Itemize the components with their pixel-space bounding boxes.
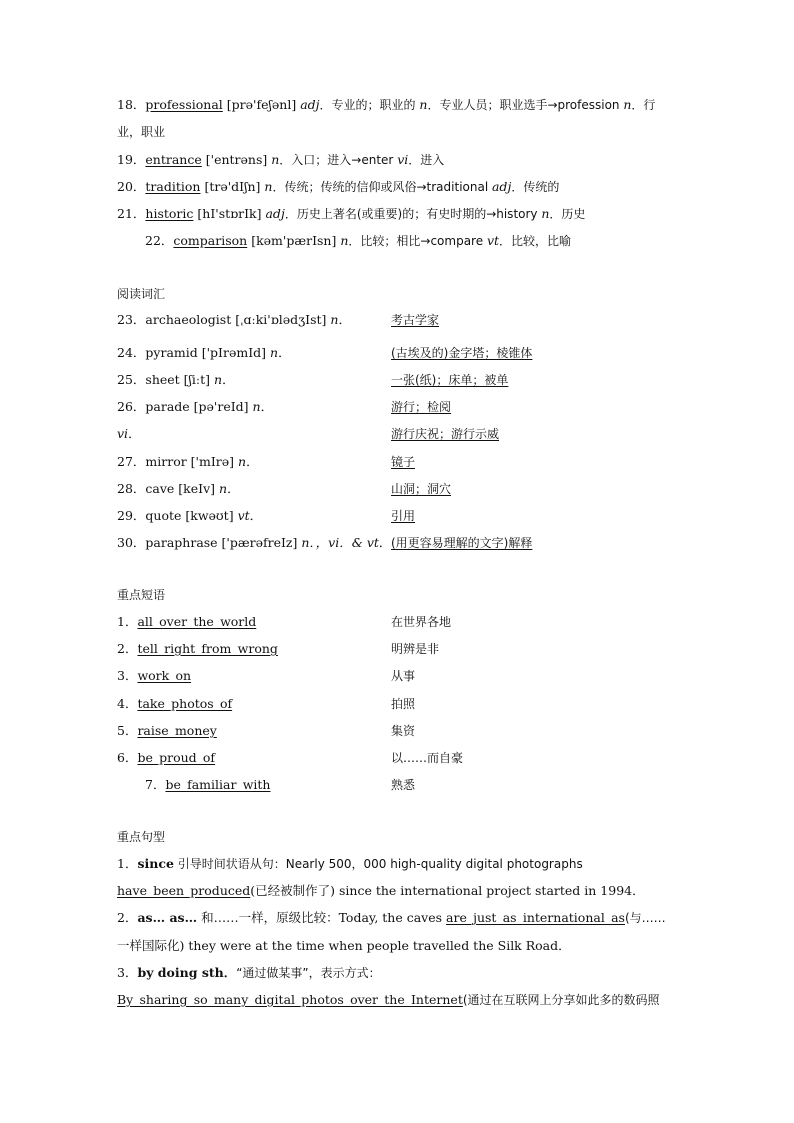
- definition: ．传统；传统的信仰或风俗→traditional: [272, 180, 492, 194]
- phrase-6: [117, 750, 215, 766]
- reading-entry-29: [117, 508, 262, 524]
- part-of-speech: n: [541, 206, 550, 221]
- definition: ．专业的；职业的: [319, 98, 420, 112]
- part-of-speech: n: [219, 481, 228, 496]
- phrase-number: 3．: [117, 668, 138, 683]
- definition: ．历史上著名(或重要)的；有史时期的→history: [284, 207, 542, 221]
- part-of-speech: n: [270, 345, 279, 360]
- reading-term: 25．sheet [ʃiːt]: [117, 372, 215, 387]
- sentence-3-cont: [117, 992, 660, 1008]
- sentence-answer: have_been_produced: [117, 883, 251, 898]
- sentence-text: 引导时间状语从句：Nearly 500，000 high-quality digital photographs: [173, 857, 583, 871]
- reading-meaning-27: 镜子: [391, 455, 416, 469]
- punctuation: ．: [246, 454, 259, 469]
- sentence-1-cont: [117, 883, 645, 899]
- reading-entry-24: [117, 345, 291, 361]
- reading-meaning-23: 考古学家: [391, 313, 440, 327]
- phrase-3: [117, 668, 191, 684]
- vocab-word: entrance: [145, 152, 202, 167]
- entry-number: 22．: [145, 233, 174, 248]
- phrase-text: tell_right_from_wrong: [137, 641, 278, 656]
- vocab-entry-21: [117, 206, 585, 222]
- definition: ．传统的: [511, 180, 560, 194]
- sentence-number: 3．: [117, 965, 138, 980]
- reading-entry-26: [117, 399, 273, 415]
- punctuation: ．: [378, 535, 392, 550]
- phrase-number: 2．: [117, 641, 138, 656]
- phrase-meaning-4: 拍照: [391, 697, 416, 711]
- phrase-text: raise_money: [137, 723, 217, 738]
- definition: ．历史: [549, 207, 586, 221]
- phrase-text: be_familiar_with: [165, 777, 271, 792]
- sentence-answer: By_sharing_so_many_digital_photos_over_the_Internet: [117, 992, 463, 1007]
- phrase-number: 6．: [117, 750, 138, 765]
- phrase-number: 1．: [117, 614, 138, 629]
- phrase-number: 7．: [145, 777, 166, 792]
- vocab-entry-19: [117, 152, 444, 168]
- reading-meaning-29: 引用: [391, 509, 416, 523]
- key-phrases-heading: 重点短语: [117, 588, 166, 602]
- entry-number: 18．: [117, 97, 146, 112]
- sentence-2-cont: 一样国际化) they were at the time when people travelled the Silk Road．: [117, 938, 571, 953]
- phrase-text: take_photos_of: [137, 696, 233, 711]
- definition: ．行: [631, 98, 656, 112]
- phrase-meaning-7: 熟悉: [391, 778, 416, 792]
- reading-entry-26-vi: [117, 426, 141, 442]
- reading-term: 28．cave [keIv]: [117, 481, 219, 496]
- phrase-meaning-6: 以……而自豪: [391, 751, 464, 765]
- definition: ．入口；进入→enter: [279, 153, 398, 167]
- sentence-text: 和……一样，原级比较：Today, the caves: [197, 910, 447, 925]
- reading-term: 26．parade [pə'reId]: [117, 399, 253, 414]
- reading-meaning-25: 一张(纸)；床单；被单: [391, 373, 509, 387]
- phrase-2: [117, 641, 278, 657]
- sentence-text: “通过做某事”，表示方式：: [236, 966, 381, 980]
- sentence-number: 1．: [117, 856, 138, 871]
- part-of-speech: n: [214, 372, 223, 387]
- sentence-keyword: since: [137, 856, 174, 871]
- phonetic: [hI'stɒrIk]: [197, 206, 262, 221]
- phrase-text: be_proud_of: [137, 750, 216, 765]
- reading-term: 30．paraphrase ['pærəfreIz]: [117, 535, 302, 550]
- phrase-meaning-2: 明辨是非: [391, 642, 440, 656]
- punctuation: ．: [260, 399, 274, 414]
- reading-meaning-24: (古埃及的)金字塔；棱锥体: [391, 346, 533, 360]
- reading-meaning-26: 游行；检阅: [391, 400, 452, 414]
- phrase-text: all_over_the_world: [137, 614, 257, 629]
- vocab-entry-22: [145, 233, 571, 249]
- reading-term: 27．mirror ['mIrə]: [117, 454, 239, 469]
- phrase-meaning-5: 集资: [391, 724, 416, 738]
- sentence-2: [117, 910, 666, 926]
- punctuation: ．: [278, 345, 291, 360]
- vocab-word: historic: [145, 206, 194, 221]
- sentence-3: [117, 965, 381, 981]
- phrase-meaning-1: 在世界各地: [391, 615, 452, 629]
- punctuation: ．: [338, 312, 351, 327]
- phrase-1: [117, 614, 256, 630]
- definition: ．专业人员；职业选手→profession: [427, 98, 624, 112]
- reading-vocab-heading: 阅读词汇: [117, 287, 166, 301]
- sentence-number: 2．: [117, 910, 138, 925]
- phrase-text: work_on: [137, 668, 192, 683]
- definition: ．比较，比喻: [499, 234, 572, 248]
- reading-entry-27: [117, 454, 259, 470]
- punctuation: ．: [128, 426, 141, 441]
- part-of-speech: n: [340, 233, 349, 248]
- definition: ．比较；相比→compare: [348, 234, 487, 248]
- reading-meaning-26-vi: 游行庆祝；游行示威: [391, 427, 500, 441]
- part-of-speech: n．，vi．& vt: [301, 535, 379, 550]
- vocab-entry-18: [117, 97, 655, 113]
- vocab-entry-18-cont: 业，职业: [117, 125, 166, 139]
- part-of-speech: vi: [397, 152, 409, 167]
- vocab-word: tradition: [145, 179, 201, 194]
- reading-entry-30: [117, 535, 391, 551]
- sentence-text: (已经被制作了) since the international project started in 1994．: [250, 883, 645, 898]
- part-of-speech: n: [330, 312, 339, 327]
- vocab-word: comparison: [173, 233, 248, 248]
- punctuation: ．: [227, 481, 240, 496]
- part-of-speech: adj: [265, 206, 285, 221]
- part-of-speech: n: [238, 454, 247, 469]
- part-of-speech: adj: [300, 97, 320, 112]
- sentence-text: (与……: [624, 911, 666, 925]
- phonetic: [kəm'pærIsn]: [251, 233, 337, 248]
- sentence-keyword: by doing sth．: [137, 965, 237, 980]
- part-of-speech: adj: [491, 179, 512, 194]
- sentence-keyword: as… as…: [137, 910, 198, 925]
- entry-number: 19．: [117, 152, 146, 167]
- part-of-speech: vi: [117, 426, 129, 441]
- part-of-speech: n: [623, 97, 632, 112]
- reading-entry-23: [117, 312, 351, 328]
- part-of-speech: vt: [237, 508, 250, 523]
- definition: ．进入: [408, 153, 445, 167]
- part-of-speech: n: [271, 152, 280, 167]
- sentence-answer: are_just_as_international_as: [446, 910, 625, 925]
- phonetic: [trə'dIʃn]: [204, 179, 261, 194]
- phrase-number: 5．: [117, 723, 138, 738]
- phrase-5: [117, 723, 217, 739]
- reading-term: 23．archaeologist [ˌɑːki'ɒlədʒIst]: [117, 312, 331, 327]
- part-of-speech: n: [264, 179, 273, 194]
- key-sentences-heading: 重点句型: [117, 830, 166, 844]
- entry-number: 20．: [117, 179, 146, 194]
- phonetic: [prə'feʃənl]: [226, 97, 297, 112]
- part-of-speech: vt: [486, 233, 500, 248]
- phonetic: ['entrəns]: [205, 152, 268, 167]
- reading-term: 24．pyramid ['pIrəmId]: [117, 345, 270, 360]
- reading-entry-28: [117, 481, 240, 497]
- reading-entry-25: [117, 372, 235, 388]
- vocab-word: professional: [145, 97, 223, 112]
- reading-meaning-28: 山洞；洞穴: [391, 482, 452, 496]
- punctuation: ．: [222, 372, 235, 387]
- part-of-speech: n: [419, 97, 428, 112]
- vocab-entry-20: [117, 179, 559, 195]
- phrase-meaning-3: 从事: [391, 669, 416, 683]
- phrase-number: 4．: [117, 696, 138, 711]
- entry-number: 21．: [117, 206, 146, 221]
- phrase-4: [117, 696, 232, 712]
- punctuation: ．: [249, 508, 263, 523]
- part-of-speech: n: [252, 399, 261, 414]
- sentence-text: (通过在互联网上分享如此多的数码照: [462, 993, 660, 1007]
- sentence-1: [117, 856, 583, 872]
- phrase-7: [145, 777, 270, 793]
- reading-meaning-30: (用更容易理解的文字)解释: [391, 536, 533, 550]
- reading-term: 29．quote [kwəʊt]: [117, 508, 238, 523]
